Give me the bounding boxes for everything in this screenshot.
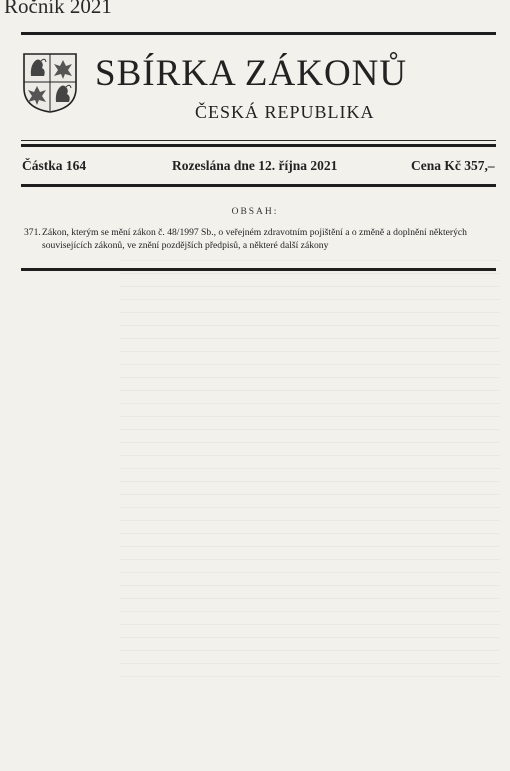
header-divider-thick — [21, 144, 496, 147]
contents-item-number: 371. — [24, 227, 41, 238]
bleed-through-texture — [120, 260, 500, 680]
volume-label: Ročník 2021 — [4, 0, 112, 18]
issue-price: Cena Kč 357,– — [411, 158, 495, 173]
issue-distribution-date: Rozeslána dne 12. října 2021 — [172, 158, 338, 173]
top-rule — [21, 32, 496, 35]
gazette-subtitle: ČESKÁ REPUBLIKA — [195, 102, 375, 122]
czech-coat-of-arms-icon — [22, 52, 78, 114]
contents-bottom-rule — [21, 268, 496, 271]
contents-item — [24, 226, 494, 252]
contents-heading: OBSAH: — [231, 207, 279, 217]
issue-part: Částka 164 — [22, 158, 87, 173]
gazette-title: SBÍRKA ZÁKONŮ — [95, 53, 408, 94]
contents-item-text: Zákon, kterým se mění zákon č. 48/1997 Sb., o veřejném zdravotním pojištění a o změně a doplnění některých souvisejících zákonů, ve znění pozdějších předpisů, a některé další zákony — [42, 227, 467, 251]
header-divider — [21, 140, 496, 141]
info-divider — [21, 184, 496, 187]
